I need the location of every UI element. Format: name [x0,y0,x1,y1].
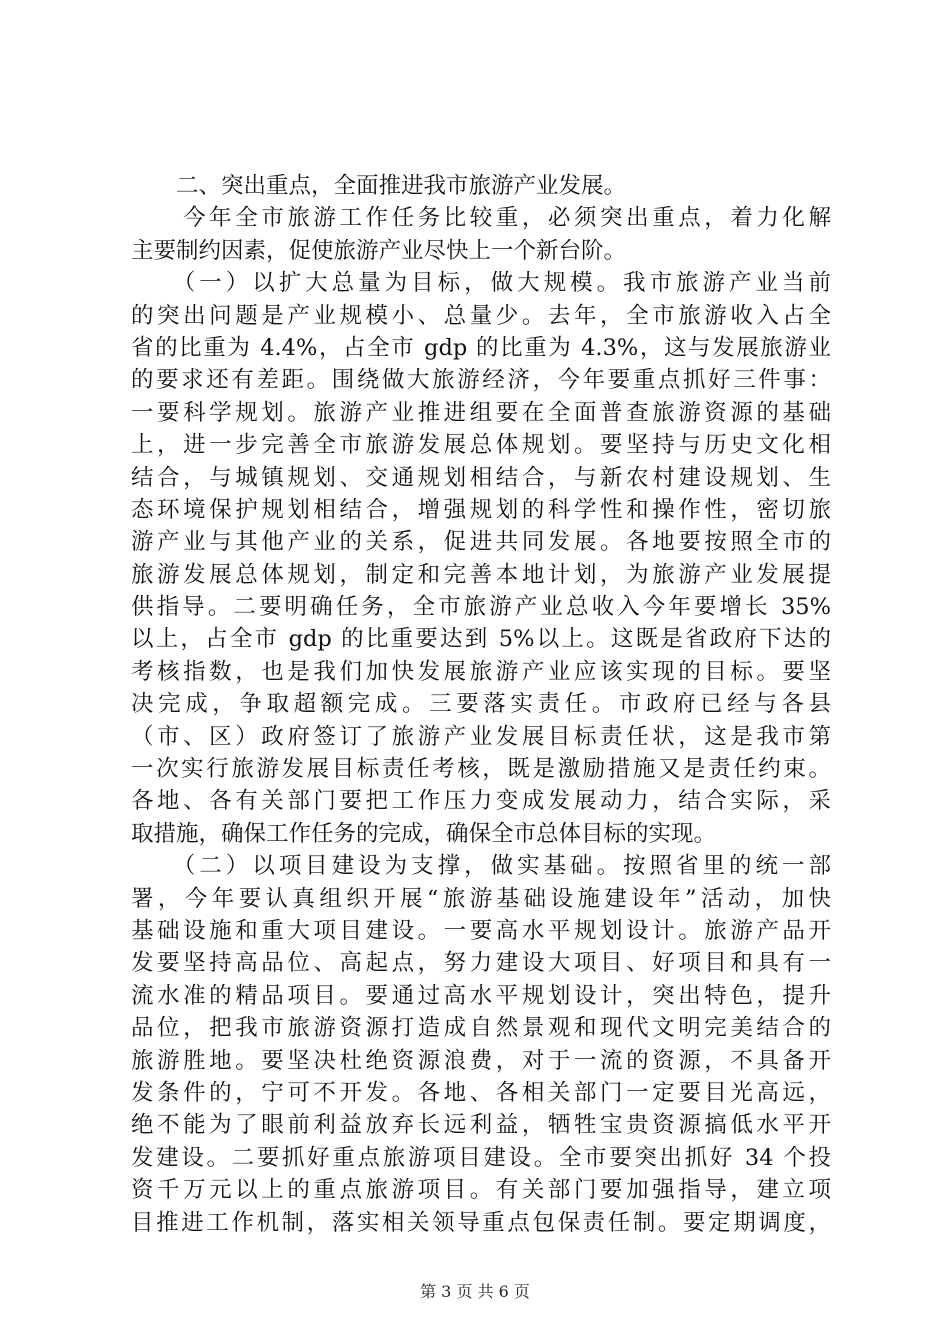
text-line: 取措施，确保工作任务的完成，确保全市总体目标的实现。 [131,820,717,847]
text-line: 的突出问题是产业规模小、总量少。去年，全市旅游收入占全 [131,302,831,329]
text-line: （一）以扩大总量为目标，做大规模。我市旅游产业当前 [131,270,831,297]
text-line: 的要求还有差距。围绕做大旅游经济，今年要重点抓好三件事： [131,367,831,394]
text-line: 一次实行旅游发展目标责任考核，既是激励措施又是责任约束。 [131,756,831,783]
text-line: 发要坚持高品位、高起点，努力建设大项目、好项目和具有一 [131,950,831,977]
text-line: 主要制约因素，促使旅游产业尽快上一个新台阶。 [131,237,627,264]
text-line: 以上，占全市 gdp 的比重要达到 5%以上。这既是省政府下达的 [131,626,831,653]
text-line: 二、突出重点，全面推进我市旅游产业发展。 [131,173,627,199]
text-line: 发建设。二要抓好重点旅游项目建设。全市要突出抓好 34 个投 [131,1144,831,1171]
text-line: 旅游发展总体规划，制定和完善本地计划，为旅游产业发展提 [131,561,831,588]
text-line: 署，今年要认真组织开展“旅游基础设施建设年”活动，加快 [131,885,831,912]
document-body [131,170,831,1239]
text-line: 态环境保护规划相结合，增强规划的科学性和操作性，密切旅 [131,496,831,523]
text-line: 旅游胜地。要坚决杜绝资源浪费，对于一流的资源，不具备开 [131,1047,831,1074]
text-line: 目推进工作机制，落实相关领导重点包保责任制。要定期调度， [131,1209,831,1236]
text-line: （市、区）政府签订了旅游产业发展目标责任状，这是我市第 [131,723,831,750]
text-line: 供指导。二要明确任务，全市旅游产业总收入今年要增长 35% [131,594,831,621]
text-line: 品位，把我市旅游资源打造成自然景观和现代文明完美结合的 [131,1015,831,1042]
text-line: 决完成，争取超额完成。三要落实责任。市政府已经与各县 [131,691,831,718]
text-line: 基础设施和重大项目建设。一要高水平规划设计。旅游产品开 [131,917,831,944]
text-line: 绝不能为了眼前利益放弃长远利益，牺牲宝贵资源搞低水平开 [131,1112,831,1139]
text-line: 游产业与其他产业的关系，促进共同发展。各地要按照全市的 [131,529,831,556]
text-line: 省的比重为 4.4%，占全市 gdp 的比重为 4.3%，这与发展旅游业 [131,334,831,361]
text-line: 资千万元以上的重点旅游项目。有关部门要加强指导，建立项 [131,1177,831,1204]
text-line: 流水准的精品项目。要通过高水平规划设计，突出特色，提升 [131,982,831,1009]
text-line: 各地、各有关部门要把工作压力变成发展动力，结合实际，采 [131,788,831,815]
text-line: 结合，与城镇规划、交通规划相结合，与新农村建设规划、生 [131,464,831,491]
text-line: 一要科学规划。旅游产业推进组要在全面普查旅游资源的基础 [131,399,831,426]
text-line: 今年全市旅游工作任务比较重，必须突出重点，着力化解 [131,205,831,232]
page-footer: 第 3 页 共 6 页 [420,1282,530,1301]
text-line: 发条件的，宁可不开发。各地、各相关部门一定要目光高远， [131,1079,831,1106]
text-line: 上，进一步完善全市旅游发展总体规划。要坚持与历史文化相 [131,432,831,459]
text-line: （二）以项目建设为支撑，做实基础。按照省里的统一部 [131,853,831,880]
text-line: 考核指数，也是我们加快发展旅游产业应该实现的目标。要坚 [131,658,831,685]
